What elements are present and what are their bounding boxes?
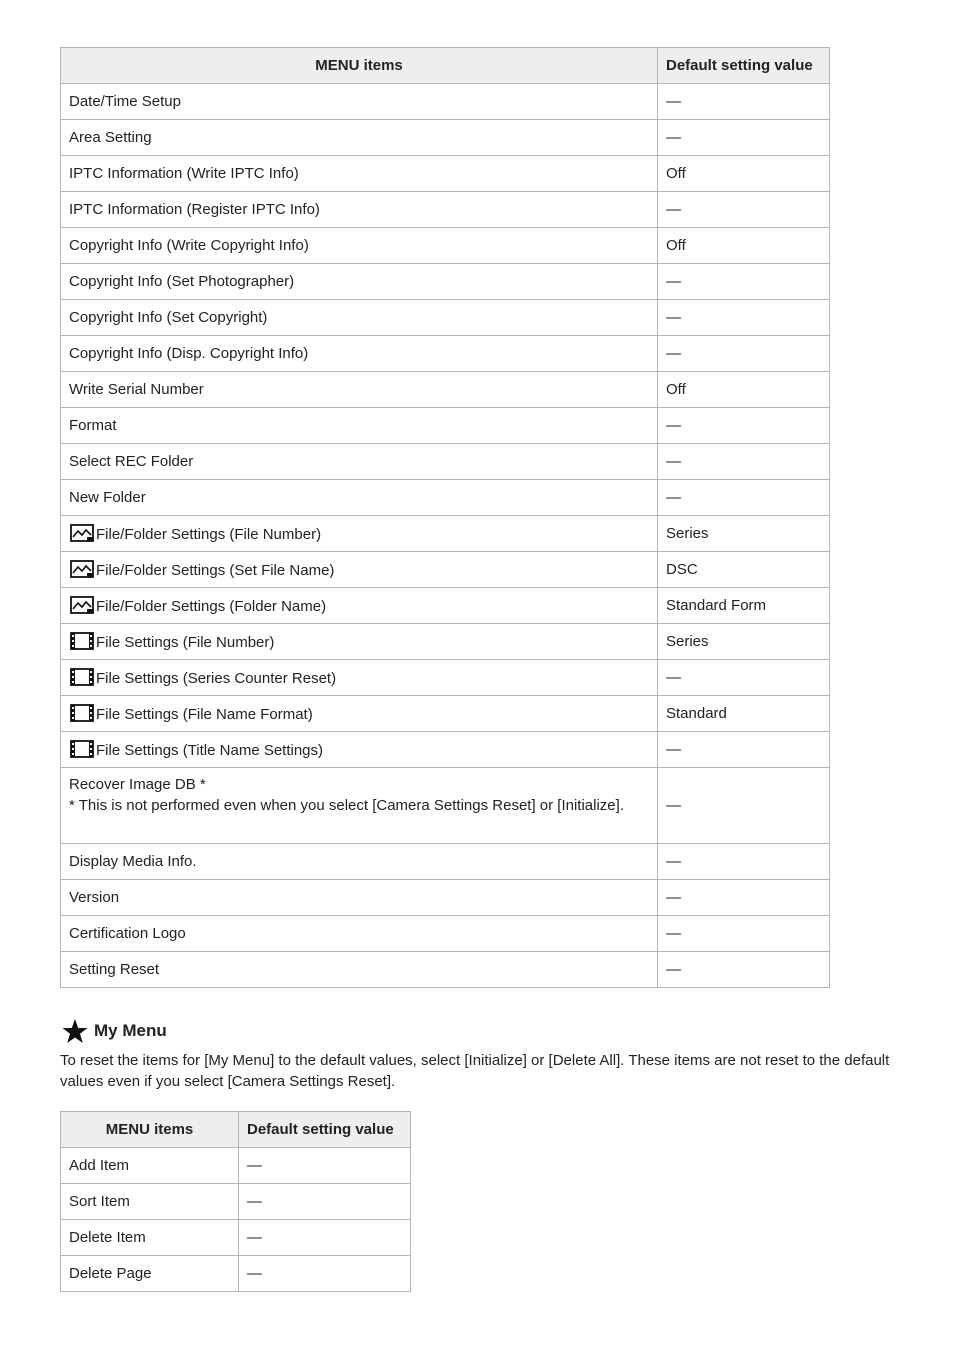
menu-item-cell [61, 624, 658, 660]
table-row [61, 916, 830, 952]
menu-item-cell [61, 336, 658, 372]
my-menu-table [60, 1111, 411, 1292]
default-value-cell: — [658, 480, 830, 516]
menu-item-cell [61, 916, 658, 952]
menu-item-cell: Delete Item [61, 1220, 239, 1256]
menu-item-cell [61, 84, 658, 120]
table-row [61, 732, 830, 768]
default-value-cell: Off [658, 372, 830, 408]
table-row [61, 84, 830, 120]
menu-item-cell [61, 588, 658, 624]
still-image-icon [69, 595, 95, 615]
menu-item-cell [61, 516, 658, 552]
menu-item-cell [61, 768, 658, 844]
default-value-cell: — [658, 192, 830, 228]
menu-item-cell: Delete Page [61, 1256, 239, 1292]
movie-film-icon [69, 667, 95, 687]
default-value-cell: — [658, 264, 830, 300]
menu-item-cell [61, 228, 658, 264]
table-row [61, 156, 830, 192]
menu-item-label: Copyright Info (Write Copyright Info) [69, 236, 309, 254]
menu-item-cell [61, 552, 658, 588]
menu-item-cell [61, 952, 658, 988]
table-row [61, 1256, 411, 1292]
star-icon [62, 1018, 88, 1044]
my-menu-title: My Menu [94, 1021, 167, 1040]
default-value-cell: — [658, 732, 830, 768]
column-header-default-value: Default setting value [658, 48, 830, 84]
table-row [61, 372, 830, 408]
table-header-row [61, 48, 830, 84]
table-row [61, 264, 830, 300]
menu-item-label: File/Folder Settings (File Number) [96, 525, 322, 543]
default-value-cell: DSC [658, 552, 830, 588]
menu-item-label: Format [69, 416, 117, 434]
default-value-cell: — [658, 768, 830, 844]
table-row [61, 768, 830, 844]
menu-item-label: Version [69, 888, 120, 906]
table-row [61, 952, 830, 988]
default-value-cell: Series [658, 516, 830, 552]
spacer [69, 816, 649, 837]
menu-item-cell [61, 372, 658, 408]
menu-item-cell [61, 120, 658, 156]
table-row [61, 444, 830, 480]
menu-item-label: IPTC Information (Register IPTC Info) [69, 200, 320, 218]
menu-item-label: Copyright Info (Set Copyright) [69, 308, 268, 326]
menu-item-cell: Sort Item [61, 1184, 239, 1220]
menu-item-label: Select REC Folder [69, 452, 194, 470]
default-value-cell: — [239, 1220, 411, 1256]
default-value-cell: — [658, 660, 830, 696]
menu-item-label: Display Media Info. [69, 852, 197, 870]
default-value-cell: Series [658, 624, 830, 660]
menu-item-label: File/Folder Settings (Set File Name) [96, 561, 335, 579]
table-row [61, 408, 830, 444]
default-value-cell: — [658, 916, 830, 952]
default-value-cell: — [658, 408, 830, 444]
still-image-icon [69, 523, 95, 543]
table-row [61, 624, 830, 660]
table-row [61, 228, 830, 264]
column-header-default-value: Default setting value [239, 1112, 411, 1148]
default-value-cell: Off [658, 156, 830, 192]
table-row [61, 120, 830, 156]
default-value-cell: — [239, 1184, 411, 1220]
default-value-cell: Standard [658, 696, 830, 732]
table-row [61, 336, 830, 372]
menu-item-label: Copyright Info (Set Photographer) [69, 272, 295, 290]
table-row [61, 880, 830, 916]
table-row [61, 1148, 411, 1184]
menu-item-label: Copyright Info (Disp. Copyright Info) [69, 344, 309, 362]
menu-item-label: File Settings (Title Name Settings) [96, 741, 324, 759]
still-image-icon [69, 559, 95, 579]
table-row [61, 516, 830, 552]
table-row [61, 1184, 411, 1220]
table-row [61, 588, 830, 624]
menu-item-cell [61, 732, 658, 768]
menu-item-cell: Add Item [61, 1148, 239, 1184]
menu-item-label: Setting Reset [69, 960, 160, 978]
menu-item-label: File Settings (Series Counter Reset) [96, 669, 337, 687]
default-value-cell: — [658, 300, 830, 336]
menu-item-label: New Folder [69, 488, 146, 506]
movie-film-icon [69, 703, 95, 723]
menu-item-label: IPTC Information (Write IPTC Info) [69, 164, 299, 182]
table-row [61, 480, 830, 516]
default-value-cell: — [658, 952, 830, 988]
table-row [61, 696, 830, 732]
default-value-cell: — [658, 844, 830, 880]
menu-item-cell [61, 696, 658, 732]
default-value-cell: — [658, 120, 830, 156]
table-header-row [61, 1112, 411, 1148]
movie-film-icon [69, 631, 95, 651]
menu-item-label: File Settings (File Name Format) [96, 705, 313, 723]
my-menu-heading [62, 1018, 167, 1044]
menu-item-cell [61, 880, 658, 916]
column-header-menu-items: MENU items [61, 48, 658, 84]
table-row [61, 844, 830, 880]
table-row [61, 192, 830, 228]
default-value-cell: Standard Form [658, 588, 830, 624]
menu-item-cell [61, 408, 658, 444]
column-header-menu-items: MENU items [61, 1112, 239, 1148]
menu-item-cell [61, 300, 658, 336]
default-value-cell: — [658, 444, 830, 480]
menu-item-cell [61, 480, 658, 516]
movie-film-icon [69, 739, 95, 759]
table-row [61, 1220, 411, 1256]
menu-item-label: File/Folder Settings (Folder Name) [96, 597, 327, 615]
default-value-cell: — [658, 336, 830, 372]
default-value-cell: — [239, 1148, 411, 1184]
menu-item-cell [61, 660, 658, 696]
footnote-text: * This is not performed even when you select [Camera Settings Reset] or [Initialize]. [69, 797, 624, 814]
default-value-cell: — [658, 84, 830, 120]
menu-item-label: File Settings (File Number) [96, 633, 275, 651]
table-row [61, 300, 830, 336]
menu-item-label: Area Setting [69, 128, 152, 146]
menu-item-cell [61, 844, 658, 880]
menu-item-cell [61, 192, 658, 228]
setup-menu-table [60, 47, 830, 988]
menu-item-cell [61, 444, 658, 480]
default-value-cell: — [658, 880, 830, 916]
menu-item-cell [61, 264, 658, 300]
table-row [61, 660, 830, 696]
menu-item-label: Certification Logo [69, 924, 186, 942]
table-row [61, 552, 830, 588]
menu-item-label: Recover Image DB * [69, 776, 206, 793]
menu-item-label: Write Serial Number [69, 380, 204, 398]
my-menu-description: To reset the items for [My Menu] to the default values, select [Initialize] or [Delete All]. These items are not reset to the default values even if you select [Camera Settings Reset]. [60, 1052, 890, 1090]
menu-item-label: Date/Time Setup [69, 92, 181, 110]
default-value-cell: Off [658, 228, 830, 264]
default-value-cell: — [239, 1256, 411, 1292]
menu-item-cell [61, 156, 658, 192]
